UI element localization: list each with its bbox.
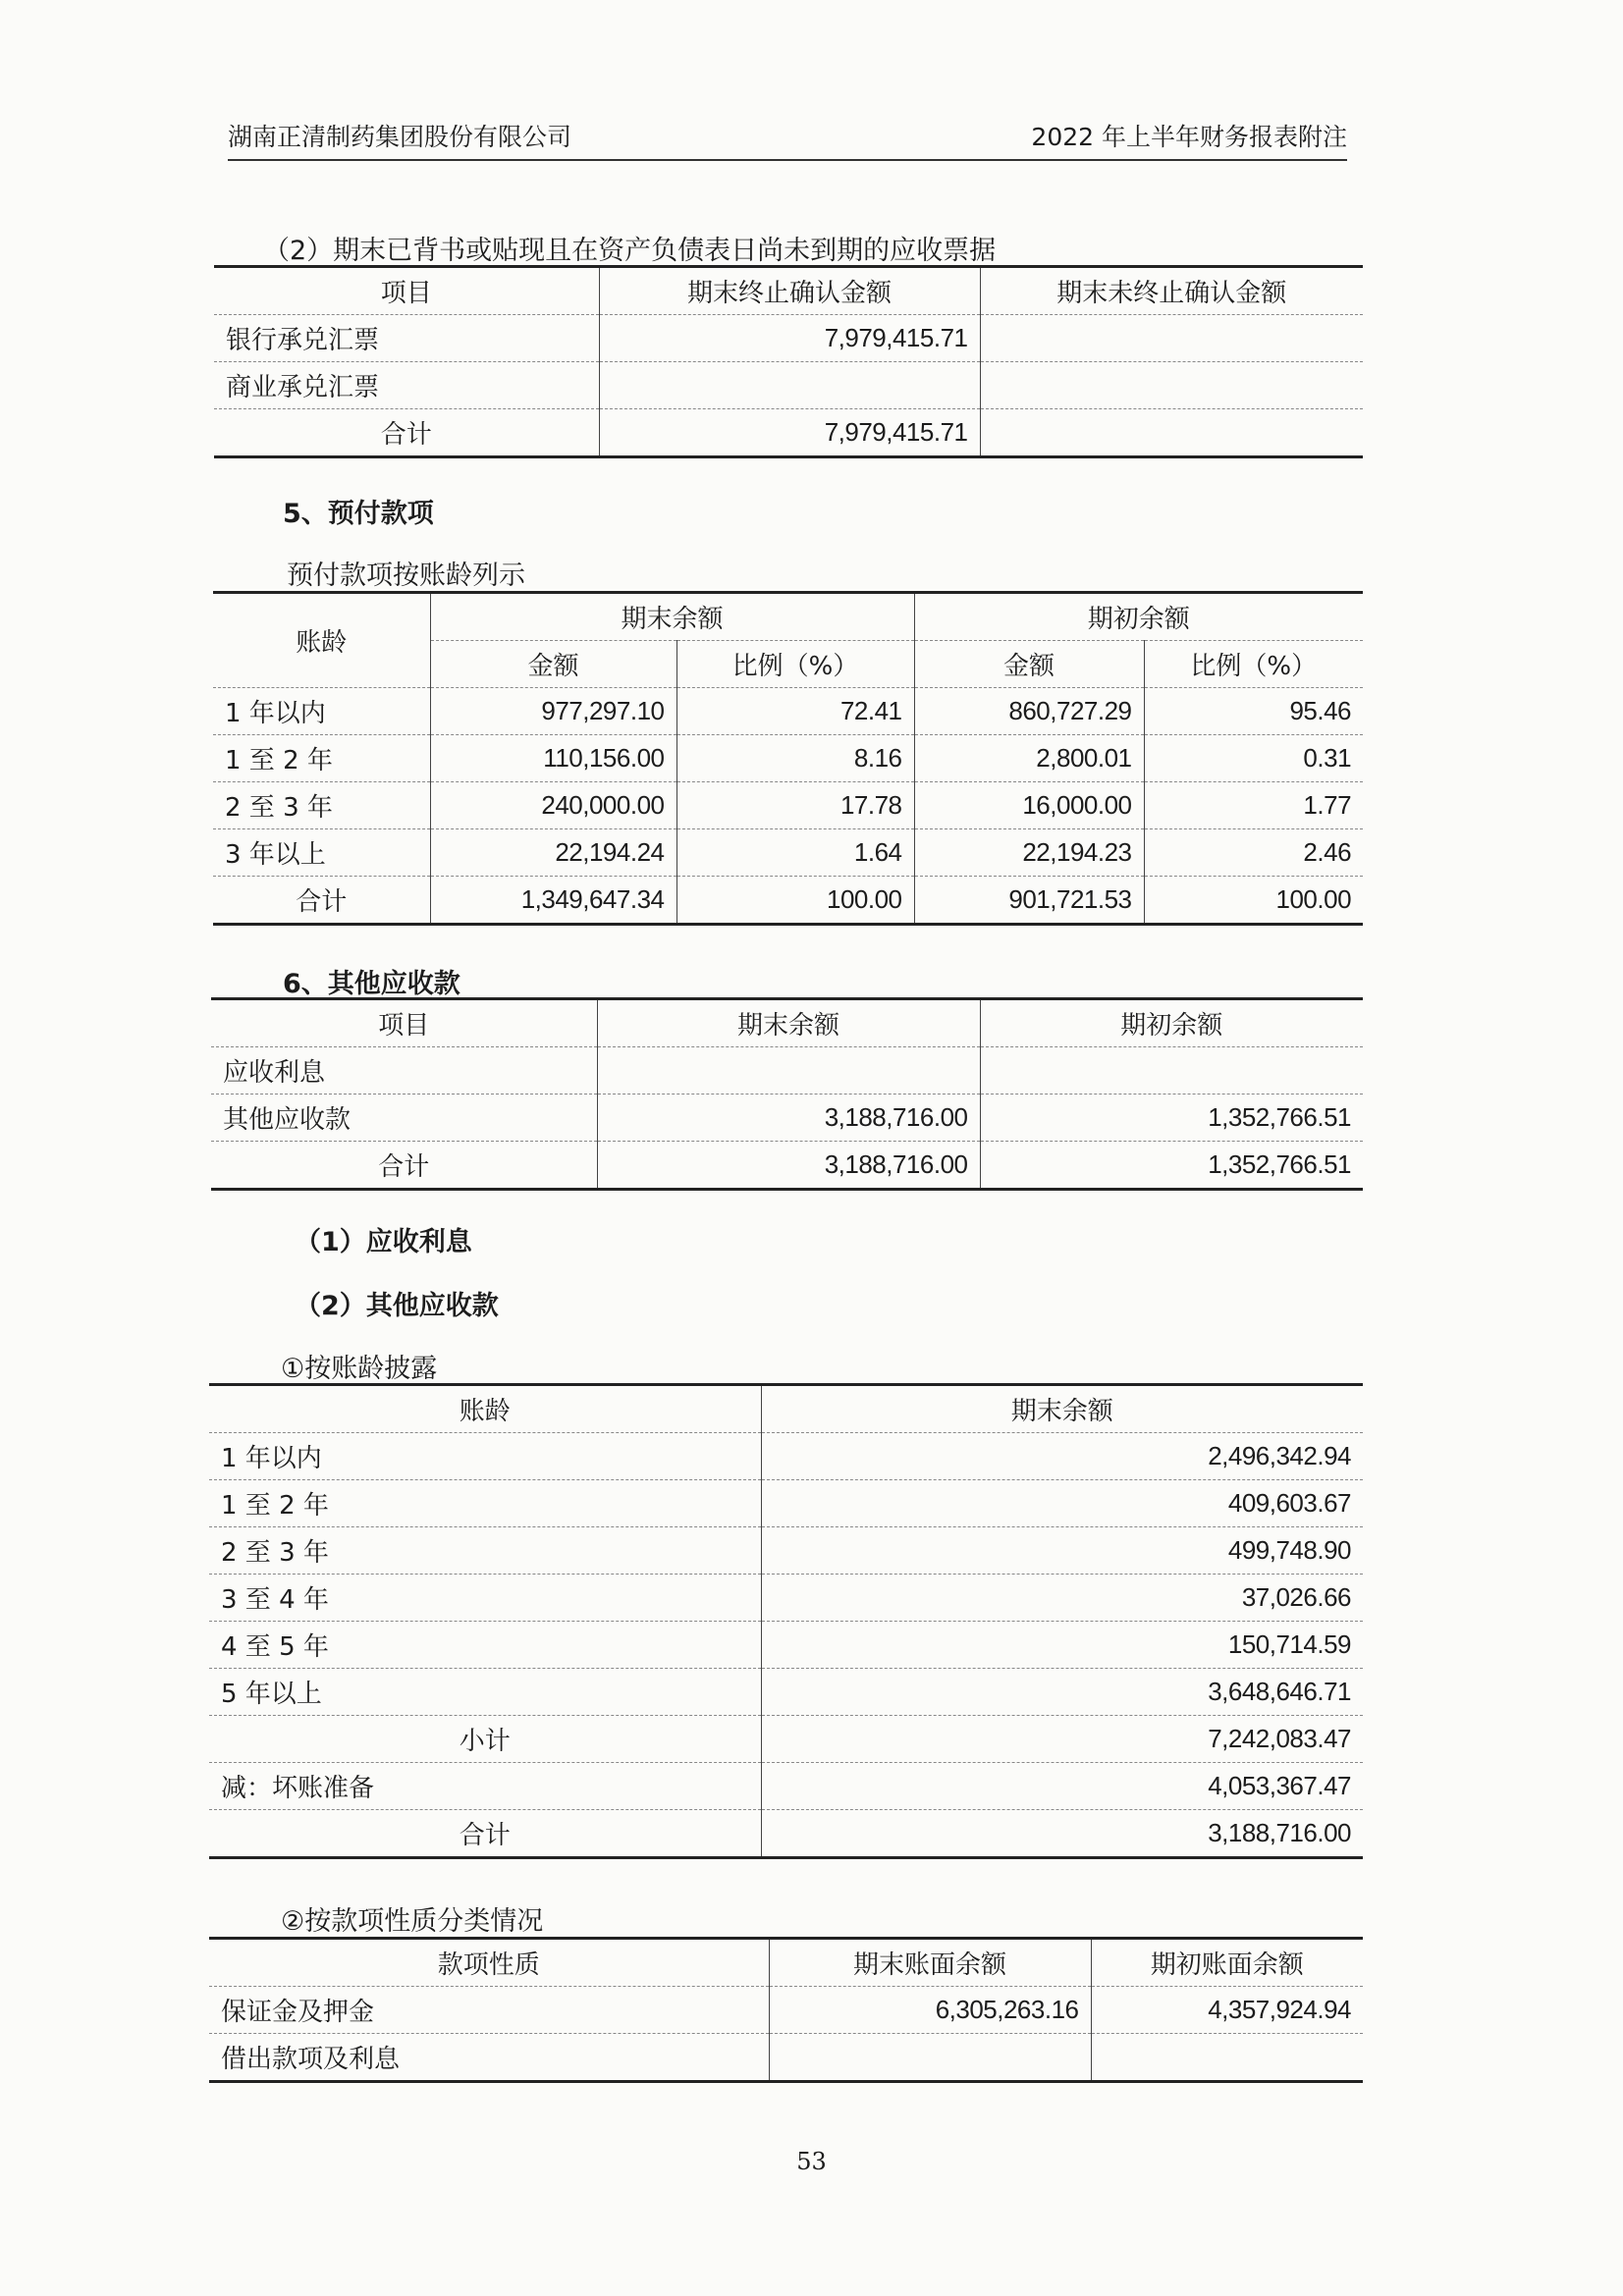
table-header-row	[209, 1385, 1363, 1433]
other-receivables-table	[211, 997, 1363, 1191]
cell-value: 3,188,716.00	[597, 1142, 980, 1190]
table-header-row	[214, 267, 1363, 315]
table-row	[211, 1095, 1363, 1142]
cell-value: 22,194.24	[430, 829, 676, 877]
table-row	[214, 315, 1363, 362]
row-label: 合计	[380, 420, 432, 450]
cell-value: 1,352,766.51	[980, 1095, 1363, 1142]
other-receivables-aging-table	[209, 1383, 1363, 1859]
table-total-row	[214, 409, 1363, 457]
table-row	[209, 1669, 1363, 1716]
nature-classification-table	[209, 1937, 1363, 2083]
cell-value: 100.00	[1144, 877, 1363, 925]
row-label: 保证金及押金	[209, 1987, 769, 2034]
cell-value: 2,800.01	[914, 735, 1144, 782]
page-header	[228, 118, 1347, 157]
cell-value: 499,748.90	[761, 1527, 1363, 1575]
table-total-row	[213, 877, 1363, 925]
row-label: 1 至 2 年	[209, 1480, 761, 1527]
prepayment-aging-table	[213, 591, 1363, 926]
row-label: 1 年以内	[209, 1433, 761, 1480]
col-header: 比例（%）	[676, 641, 914, 688]
cell-value	[980, 362, 1363, 409]
cell-value: 0.31	[1144, 735, 1363, 782]
col-header-aging: 账龄	[213, 593, 430, 688]
report-title: 2022 年上半年财务报表附注	[1031, 123, 1347, 151]
header-rule	[228, 159, 1347, 161]
cell-value	[980, 1047, 1363, 1095]
cell-value: 860,727.29	[914, 688, 1144, 735]
cell-value: 4,053,367.47	[761, 1763, 1363, 1810]
row-label: 1 至 2 年	[213, 735, 430, 782]
cell-value	[980, 315, 1363, 362]
cell-value: 16,000.00	[914, 782, 1144, 829]
subsection-interest-heading: （1）应收利息	[295, 1227, 472, 1257]
table-row	[209, 1480, 1363, 1527]
section-5-heading: 5、预付款项	[283, 499, 434, 529]
table-row	[213, 688, 1363, 735]
col-header: 期初账面余额	[1091, 1939, 1363, 1987]
cell-value	[1091, 2034, 1363, 2082]
table-row	[213, 829, 1363, 877]
row-label: 应收利息	[211, 1047, 597, 1095]
cell-value: 409,603.67	[761, 1480, 1363, 1527]
aging-disclosure-title: ①按账龄披露	[281, 1354, 438, 1384]
cell-value: 72.41	[676, 688, 914, 735]
col-header: 期末余额	[761, 1385, 1363, 1433]
bills-endorsed-title: （2）期末已背书或贴现且在资产负债表日尚未到期的应收票据	[263, 236, 997, 266]
table-row	[213, 735, 1363, 782]
cell-value: 901,721.53	[914, 877, 1144, 925]
table-header-row	[209, 1939, 1363, 1987]
row-label: 借出款项及利息	[221, 2045, 401, 2074]
cell-value: 3,188,716.00	[761, 1810, 1363, 1858]
col-header: 期初余额	[980, 999, 1363, 1047]
cell-value	[597, 1047, 980, 1095]
row-label: 合计	[459, 1821, 511, 1850]
col-header: 期末账面余额	[769, 1939, 1091, 1987]
row-label: 银行承兑汇票	[214, 315, 599, 362]
col-header: 金额	[430, 641, 676, 688]
company-name: 湖南正清制药集团股份有限公司	[228, 123, 572, 151]
group-header-end: 期末余额	[430, 593, 914, 641]
table-row	[209, 1622, 1363, 1669]
cell-value	[980, 409, 1363, 457]
table-row	[211, 1047, 1363, 1095]
table-row	[209, 2034, 1363, 2082]
table-total-row	[209, 1810, 1363, 1858]
cell-value: 4,357,924.94	[1091, 1987, 1363, 2034]
cell-value: 2.46	[1144, 829, 1363, 877]
table-row	[209, 1575, 1363, 1622]
row-label: 1 年以内	[213, 688, 430, 735]
col-header: 期末终止确认金额	[599, 267, 980, 315]
col-header: 账龄	[209, 1385, 761, 1433]
cell-value: 240,000.00	[430, 782, 676, 829]
table-row	[209, 1987, 1363, 2034]
table-row	[213, 782, 1363, 829]
row-label: 合计	[378, 1152, 430, 1182]
row-label: 5 年以上	[209, 1669, 761, 1716]
cell-value: 8.16	[676, 735, 914, 782]
col-header: 期末未终止确认金额	[980, 267, 1363, 315]
page-number: 53	[796, 2148, 827, 2175]
cell-value: 7,979,415.71	[599, 315, 980, 362]
subsection-other-heading: （2）其他应收款	[295, 1291, 499, 1321]
section-6-heading: 6、其他应收款	[283, 969, 460, 999]
cell-value: 3,188,716.00	[597, 1095, 980, 1142]
cell-value	[599, 362, 980, 409]
cell-value	[769, 2034, 1091, 2082]
table-total-row	[211, 1142, 1363, 1190]
col-header: 项目	[214, 267, 599, 315]
table-subtotal-row	[209, 1716, 1363, 1763]
cell-value: 1,349,647.34	[430, 877, 676, 925]
cell-value: 150,714.59	[761, 1622, 1363, 1669]
col-header: 项目	[211, 999, 597, 1047]
row-label: 小计	[209, 1716, 761, 1763]
section-5-subtitle: 预付款项按账龄列示	[287, 561, 525, 591]
cell-value: 6,305,263.16	[769, 1987, 1091, 2034]
row-label: 合计	[296, 887, 348, 917]
row-label: 商业承兑汇票	[214, 362, 599, 409]
table-row	[209, 1763, 1363, 1810]
row-label: 4 至 5 年	[209, 1622, 761, 1669]
table-row	[209, 1433, 1363, 1480]
col-header: 期末余额	[597, 999, 980, 1047]
cell-value: 1.64	[676, 829, 914, 877]
cell-value: 1,352,766.51	[980, 1142, 1363, 1190]
cell-value: 977,297.10	[430, 688, 676, 735]
cell-value: 110,156.00	[430, 735, 676, 782]
row-label: 其他应收款	[211, 1095, 597, 1142]
row-label: 2 至 3 年	[213, 782, 430, 829]
bills-endorsed-table	[214, 265, 1363, 458]
table-header-row	[211, 999, 1363, 1047]
row-label: 3 至 4 年	[209, 1575, 761, 1622]
table-row	[209, 1527, 1363, 1575]
nature-classification-title: ②按款项性质分类情况	[281, 1906, 544, 1937]
col-header: 款项性质	[209, 1939, 769, 1987]
cell-value: 1.77	[1144, 782, 1363, 829]
cell-value: 37,026.66	[761, 1575, 1363, 1622]
cell-value: 22,194.23	[914, 829, 1144, 877]
table-row	[214, 362, 1363, 409]
group-header-begin: 期初余额	[914, 593, 1363, 641]
cell-value: 7,242,083.47	[761, 1716, 1363, 1763]
cell-value: 17.78	[676, 782, 914, 829]
cell-value: 7,979,415.71	[599, 409, 980, 457]
row-label: 2 至 3 年	[209, 1527, 761, 1575]
cell-value: 100.00	[676, 877, 914, 925]
col-header: 比例（%）	[1144, 641, 1363, 688]
cell-value: 2,496,342.94	[761, 1433, 1363, 1480]
cell-value: 3,648,646.71	[761, 1669, 1363, 1716]
cell-value: 95.46	[1144, 688, 1363, 735]
table-header-row	[213, 593, 1363, 641]
col-header: 金额	[914, 641, 1144, 688]
row-label: 3 年以上	[213, 829, 430, 877]
row-label: 减：坏账准备	[209, 1763, 761, 1810]
